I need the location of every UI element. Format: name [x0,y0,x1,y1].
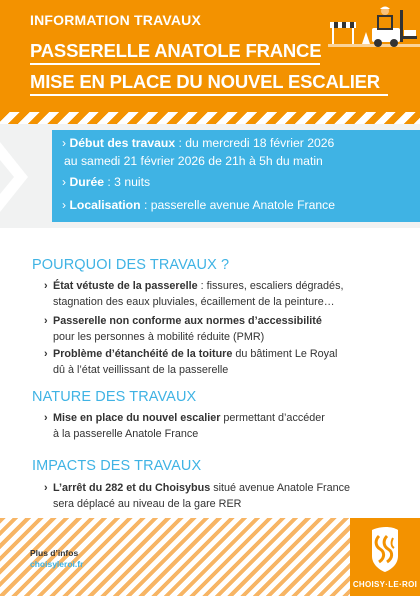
hazard-stripes [0,112,420,124]
duration-label: Durée [69,175,104,189]
info-box [0,124,420,228]
location-line: › Localisation : passerelle avenue Anatole France [62,198,336,212]
construction-worker-illustration [328,4,420,50]
choisy-le-roi-logo-icon [366,526,404,572]
header-title-line1: PASSERELLE ANATOLE FRANCE [30,40,322,61]
list-item: › Passerelle non conforme aux normes d’accessibilité pour les personnes à mobilité réduite (PMR) [44,315,322,343]
list-item: › Problème d’étanchéité de la toiture du bâtiment Le Royal dû à l’état veillissant de la passerelle [44,348,338,376]
header-title-line2: MISE EN PLACE DU NOUVEL ESCALIER [30,71,380,92]
more-info-label: Plus d’infos [30,548,79,558]
city-logo [350,518,420,596]
section-title-nature: NATURE DES TRAVAUX [32,389,197,405]
list-item: › L’arrêt du 282 et du Choisybus situé avenue Anatole France sera déplacé au niveau de la gare RER [44,482,351,510]
list-item: › État vétuste de la passerelle : fissures, escaliers dégradés, stagnation des eaux pluviales, écaillement de la peinture… [44,280,344,308]
location-label: Localisation [69,198,141,212]
list-item: › Mise en place du nouvel escalier permettant d’accéder à la passerelle Anatole France [44,412,325,440]
title-underline-1 [30,63,320,65]
header-kicker: INFORMATION TRAVAUX [30,12,202,28]
section-title-impacts: IMPACTS DES TRAVAUX [32,458,202,474]
section-title-why: POURQUOI DES TRAVAUX ? [32,257,230,273]
duration-line: › Durée : 3 nuits [62,175,151,189]
start-date-line: › Début des travaux : du mercredi 18 février 2026 [62,136,335,150]
header-banner [0,0,420,112]
location-value: : passerelle avenue Anatole France [140,198,336,212]
start-value: : du mercredi 18 février 2026 [175,136,335,150]
start-label: Début des travaux [69,136,176,150]
website-link[interactable]: choisyleroi.fr [30,559,84,569]
title-underline-2 [30,94,388,96]
chevron-decoration-icon [0,142,40,212]
footer-more-info [30,548,83,570]
end-date-line: au samedi 21 février 2026 de 21h à 5h du matin [64,154,323,168]
schedule-panel [52,130,420,222]
logo-text: CHOISY·LE·ROI [352,580,418,589]
duration-value: : 3 nuits [104,175,151,189]
